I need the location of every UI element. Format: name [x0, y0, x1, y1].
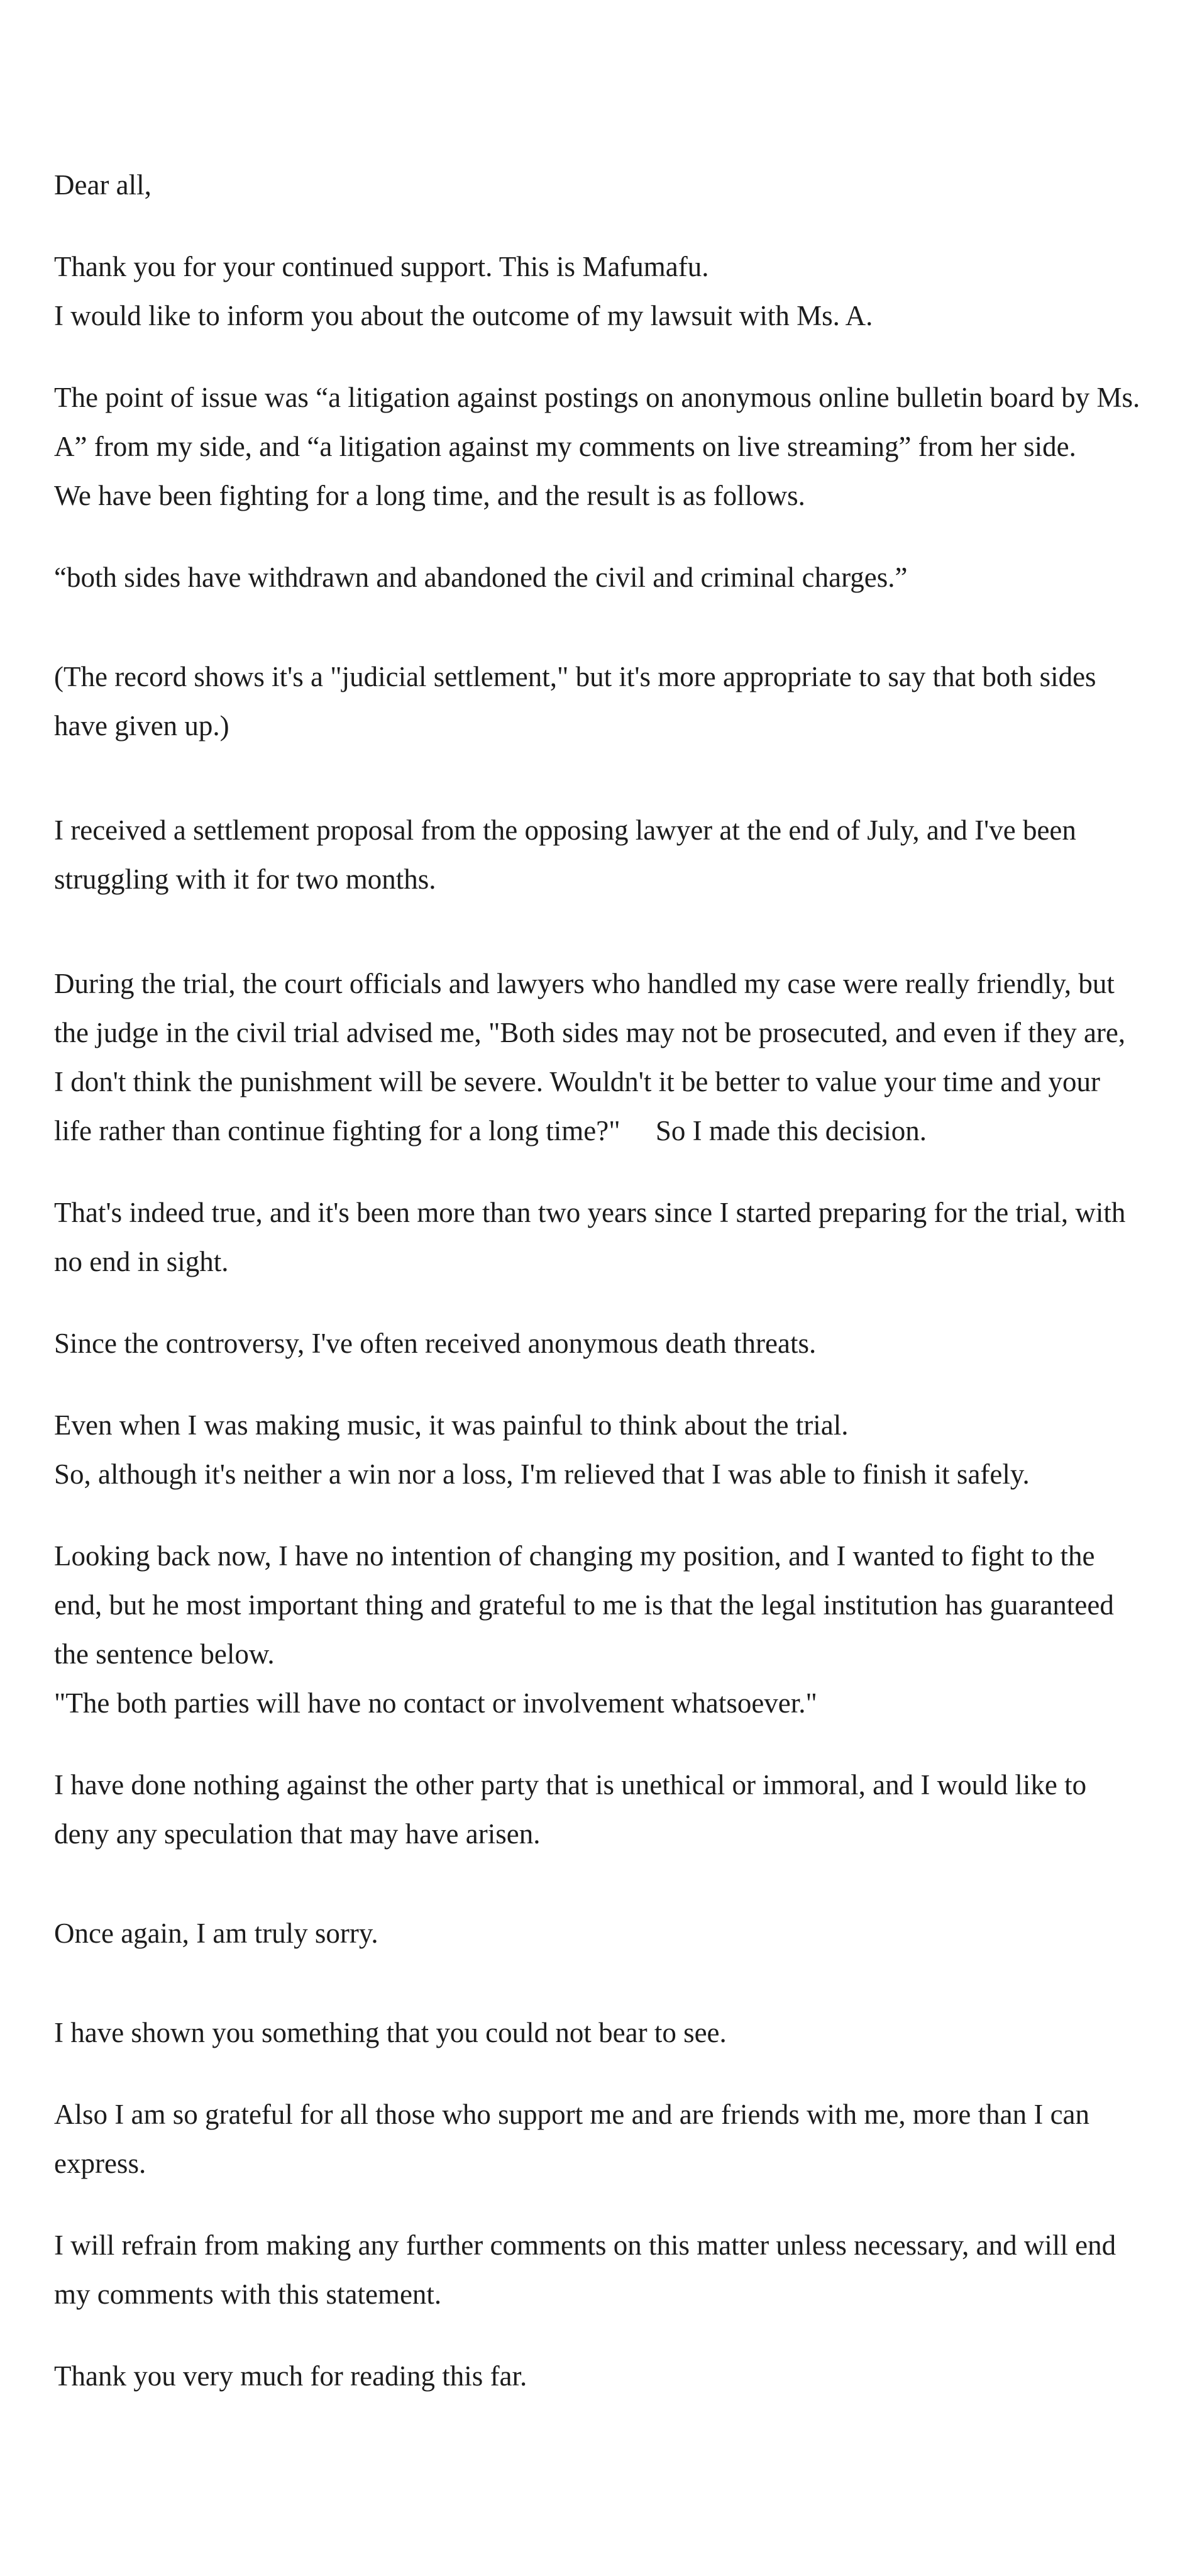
paragraph-two-years: [54, 1188, 1142, 1286]
paragraph-text: (The record shows it's a "judicial settlement," but it's more appropriate to say that both sides have given up.): [54, 661, 1096, 741]
paragraph-text: I received a settlement proposal from the opposing lawyer at the end of July, and I've been struggling with it for two months.: [54, 814, 1076, 895]
paragraph-looking-back: [54, 1531, 1142, 1728]
paragraph-line: So, although it's neither a win nor a loss, I'm relieved that I was able to finish it safely.: [54, 1458, 1030, 1490]
paragraph-grateful: [54, 2090, 1142, 2188]
paragraph-apology: [54, 1909, 1142, 1958]
paragraph-text: Once again, I am truly sorry.: [54, 1918, 378, 1949]
paragraph-judicial-settlement: [54, 652, 1142, 750]
paragraph-point-of-issue: [54, 373, 1142, 520]
paragraph-closing: [54, 2351, 1142, 2401]
paragraph-line: Looking back now, I have no intention of changing my position, and I wanted to fight to the end, but he most important thing and grateful to me is that the legal institution has guaranteed the sentence below.: [54, 1540, 1114, 1670]
paragraph-judge-advice: [54, 959, 1142, 1155]
paragraph-line: “both sides have withdrawn and abandoned the civil and criminal charges.”: [54, 562, 908, 593]
paragraph-line: I would like to inform you about the outcome of my lawsuit with Ms. A.: [54, 300, 873, 331]
paragraph-text: That's indeed true, and it's been more than two years since I started preparing for the trial, with no end in sight.: [54, 1197, 1126, 1277]
paragraph-line: We have been fighting for a long time, and the result is as follows.: [54, 480, 805, 511]
paragraph-refrain: [54, 2221, 1142, 2319]
paragraph-result-quote: [54, 553, 1142, 602]
paragraph-deny-speculation: [54, 1760, 1142, 1858]
paragraph-text: During the trial, the court officials and lawyers who handled my case were really friendly, but the judge in the civil trial advised me, "Both sides may not be prosecuted, and even if they are, I don't think the punishment will be severe. Wouldn't it be better to value your time and your life rather than continue fighting for a long time?" So I made this decision.: [54, 968, 1133, 1146]
paragraph-line: Even when I was making music, it was painful to think about the trial.: [54, 1409, 849, 1441]
paragraph-shown-you: [54, 2008, 1142, 2057]
paragraph-text: Since the controversy, I've often received anonymous death threats.: [54, 1328, 817, 1359]
paragraph-line: "The both parties will have no contact or involvement whatsoever.": [54, 1687, 817, 1719]
greeting: [54, 160, 1142, 209]
paragraph-text: Also I am so grateful for all those who support me and are friends with me, more than I can express.: [54, 2099, 1090, 2179]
paragraph-text: I will refrain from making any further comments on this matter unless necessary, and will end my comments with this statement.: [54, 2229, 1116, 2310]
paragraph-settlement-proposal: [54, 806, 1142, 904]
greeting-text: Dear all,: [54, 169, 152, 201]
paragraph-text: Thank you very much for reading this far.: [54, 2360, 527, 2392]
paragraph-line: The point of issue was “a litigation against postings on anonymous online bulletin board by Ms. A” from my side, and “a litigation against my comments on live streaming” from her side.: [54, 382, 1140, 462]
paragraph-making-music: [54, 1401, 1142, 1499]
statement-document: [54, 160, 1142, 2401]
paragraph-text: I have done nothing against the other party that is unethical or immoral, and I would like to deny any speculation that may have arisen.: [54, 1769, 1087, 1850]
paragraph-death-threats: [54, 1319, 1142, 1368]
paragraph-introduction: [54, 242, 1142, 340]
paragraph-text: I have shown you something that you could not bear to see.: [54, 2017, 727, 2048]
paragraph-line: Thank you for your continued support. This is Mafumafu.: [54, 251, 709, 282]
